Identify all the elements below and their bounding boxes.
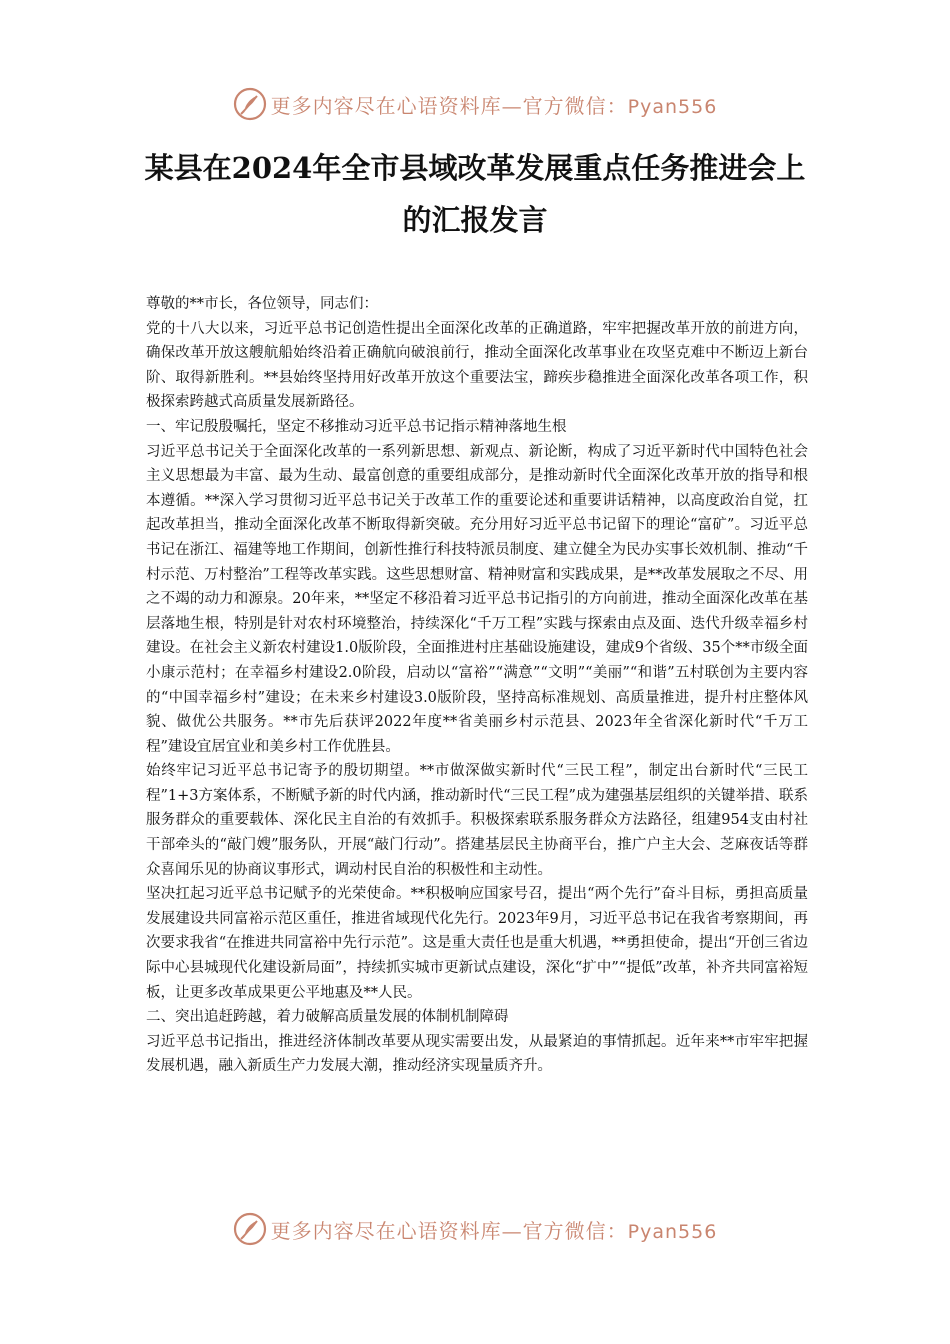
watermark-handle: Pyan556 <box>627 95 718 118</box>
watermark-label: 更多内容尽在心语资料库—官方微信： <box>270 1218 628 1243</box>
section-heading-1: 一、牢记殷殷嘱托，坚定不移推动习近平总书记指示精神落地生根 <box>146 418 567 435</box>
title-line-2: 的汇报发言 <box>402 203 548 237</box>
watermark-text <box>271 1215 718 1244</box>
body-paragraph: 坚决扛起习近平总书记赋予的光荣使命。**积极响应国家号召，提出“两个先行”奋斗目标，勇担高质量发展建设共同富裕示范区重任，推进省域现代化先行。2023年9月，习近平总书记在我省考察期间，再次要求我省“在推进共同富裕中先行示范”。这是重大责任也是重大机遇，**勇担使命，提出“开创三省边际中心县城现代化建设新局面”，持续抓实城市更新试点建设，深化“扩中”“提低”改革，补齐共同富裕短板，让更多改革成果更公平地惠及**人民。 <box>146 886 808 1001</box>
document-title <box>100 142 850 246</box>
document-body <box>146 292 808 1079</box>
salutation: 尊敬的**市长，各位领导，同志们： <box>146 296 378 312</box>
section-heading-2: 二、突出追赶跨越，着力破解高质量发展的体制机制障碍 <box>146 1009 509 1026</box>
watermark-handle: Pyan556 <box>627 1220 718 1243</box>
quill-logo-icon <box>233 1212 267 1246</box>
body-paragraph: 始终牢记习近平总书记寄予的殷切期望。**市做深做实新时代“三民工程”，制定出台新时代“三民工程”1+3方案体系，不断赋予新的时代内涵，推动新时代“三民工程”成为建强基层组织的关键举措、联系服务群众的重要载体、深化民主自治的有效抓手。积极探索联系服务群众方法路径，组建954支由村社干部牵头的“敲门嫂”服务队，开展“敲门行动”。搭建基层民主协商平台，推广户主大会、芝麻夜话等群众喜闻乐见的协商议事形式，调动村民自治的积极性和主动性。 <box>146 763 808 878</box>
watermark-text <box>271 90 718 119</box>
body-paragraph: 习近平总书记关于全面深化改革的一系列新思想、新观点、新论断，构成了习近平新时代中国特色社会主义思想最为丰富、最为生动、最富创意的重要组成部分，是推动新时代全面深化改革开放的指导和根本遵循。**深入学习贯彻习近平总书记关于改革工作的重要论述和重要讲话精神，以高度政治自觉，扛起改革担当，推动全面深化改革不断取得新突破。充分用好习近平总书记留下的理论“富矿”。习近平总书记在浙江、福建等地工作期间，创新性推行科技特派员制度、建立健全为民办实事长效机制、推动“千村示范、万村整治”工程等改革实践。这些思想财富、精神财富和实践成果，是**改革发展取之不尽、用之不竭的动力和源泉。20年来，**坚定不移沿着习近平总书记指引的方向前进，推动全面深化改革在基层落地生根，特别是针对农村环境整治，持续深化“千万工程”实践与探索由点及面、迭代升级幸福乡村建设。在社会主义新农村建设1.0版阶段，全面推进村庄基础设施建设，建成9个省级、35个**市级全面小康示范村；在幸福乡村建设2.0阶段，启动以“富裕”“满意”“文明”“美丽”“和谐”五村联创为主要内容的“中国幸福乡村”建设；在未来乡村建设3.0版阶段，坚持高标准规划、高质量推进，提升村庄整体风貌、做优公共服务。**市先后获评2022年度**省美丽乡村示范县、2023年全省深化新时代“千万工程”建设宜居宜业和美乡村工作优胜县。 <box>146 443 808 755</box>
quill-logo-icon <box>233 87 267 121</box>
body-paragraph: 习近平总书记指出，推进经济体制改革要从现实需要出发，从最紧迫的事情抓起。近年来**市牢牢把握发展机遇，融入新质生产力发展大潮，推动经济实现量质齐升。 <box>146 1033 808 1075</box>
watermark-label: 更多内容尽在心语资料库—官方微信： <box>270 93 628 118</box>
watermark-banner-bottom <box>0 1209 950 1249</box>
body-paragraph: 党的十八大以来，习近平总书记创造性提出全面深化改革的正确道路，牢牢把握改革开放的前进方向，确保改革开放这艘航船始终沿着正确航向破浪前行，推动全面深化改革事业在攻坚克难中不断迈上新台阶、取得新胜利。**县始终坚持用好改革开放这个重要法宝，蹄疾步稳推进全面深化改革各项工作，积极探索跨越式高质量发展新路径。 <box>146 320 808 411</box>
title-line-1: 某县在2024年全市县域改革发展重点任务推进会上 <box>144 151 806 185</box>
watermark-banner-top <box>0 84 950 124</box>
